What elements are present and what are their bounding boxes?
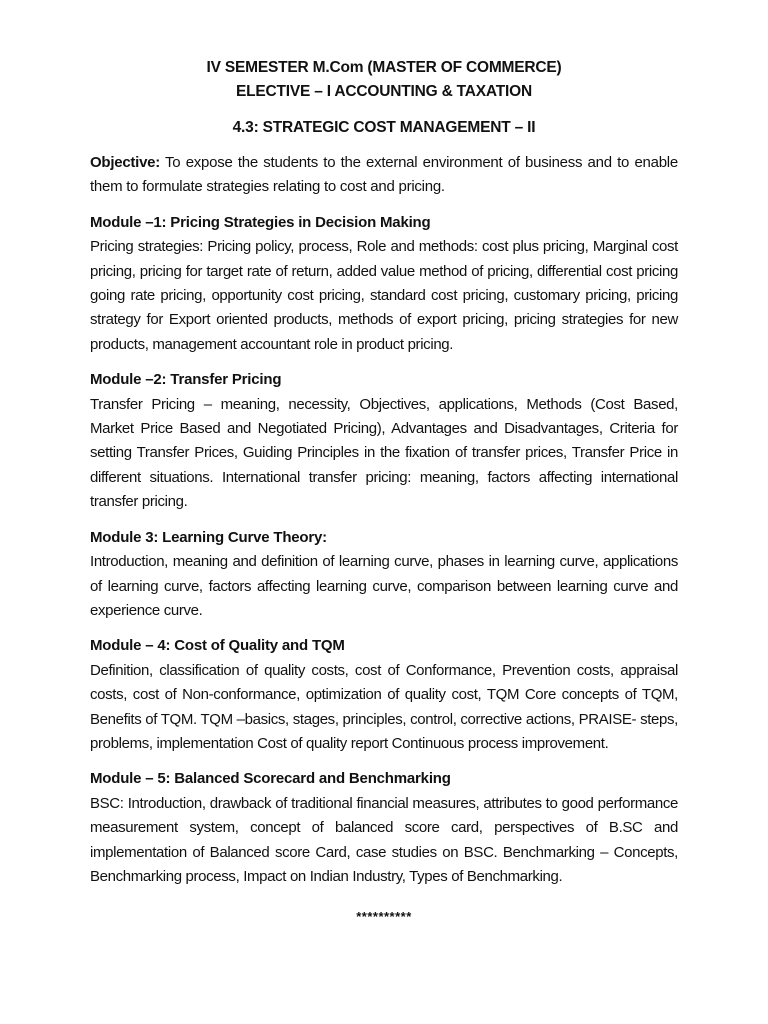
objective-text: To expose the students to the external environment of business and to enable them to formulate strategies relating to cost and pricing. xyxy=(90,154,678,196)
module-4 xyxy=(90,634,678,756)
semester-title: IV SEMESTER M.Com (MASTER OF COMMERCE) xyxy=(206,59,562,76)
module-body: Transfer Pricing – meaning, necessity, Objectives, applications, Methods (Cost Based, Market Price Based and Negotiated Pricing), Advantages and Disadvantages, Criteria for setting Transfer Prices, Guiding Principles in the fixation of transfer prices, Transfer Price in different situations. International transfer pricing: meaning, factors affecting international transfer pricing. xyxy=(90,395,678,511)
module-3 xyxy=(90,526,678,624)
elective-title: ELECTIVE – I ACCOUNTING & TAXATION xyxy=(235,83,533,100)
syllabus-page xyxy=(90,56,678,927)
module-heading: Module 3: Learning Curve Theory: xyxy=(90,528,327,546)
objective-label: Objective: xyxy=(90,154,161,171)
module-1 xyxy=(90,211,678,357)
module-2 xyxy=(90,368,678,514)
objective-paragraph xyxy=(90,151,678,200)
module-body: Pricing strategies: Pricing policy, process, Role and methods: cost plus pricing, Marginal cost pricing, pricing for target rate of return, added value method of pricing, differential cost pricing going rate pricing, opportunity cost pricing, standard cost pricing, customary pricing, pricing strategy for Export oriented products, methods of export pricing, pricing strategies for new products, management accountant role in product pricing. xyxy=(90,238,678,353)
module-body: Introduction, meaning and definition of learning curve, phases in learning curve, applications of learning curve, factors affecting learning curve, comparison between learning curve and experience curve. xyxy=(90,553,678,619)
module-heading: Module – 4: Cost of Quality and TQM xyxy=(90,637,345,655)
module-body: Definition, classification of quality costs, cost of Conformance, Prevention costs, appraisal costs, cost of Non-conformance, optimization of quality cost, TQM Core concepts of TQM, Benefits of TQM. TQM –basics, stages, principles, control, corrective actions, PRAISE- steps, problems, implementation Cost of quality report Continuous process improvement. xyxy=(90,661,678,752)
course-title: 4.3: STRATEGIC COST MANAGEMENT – II xyxy=(232,119,536,136)
module-body: BSC: Introduction, drawback of traditional financial measures, attributes to good performance measurement system, concept of balanced score card, perspectives of B.SC and implementation of Balanced score Card, case studies on BSC. Benchmarking – Concepts, Benchmarking process, Impact on Indian Industry, Types of Benchmarking. xyxy=(90,794,678,885)
module-5 xyxy=(90,767,678,889)
module-heading: Module – 5: Balanced Scorecard and Benchmarking xyxy=(90,770,451,788)
end-of-section-mark: ********** xyxy=(356,909,412,925)
module-heading: Module –2: Transfer Pricing xyxy=(90,371,282,389)
module-heading: Module –1: Pricing Strategies in Decision Making xyxy=(90,213,431,231)
